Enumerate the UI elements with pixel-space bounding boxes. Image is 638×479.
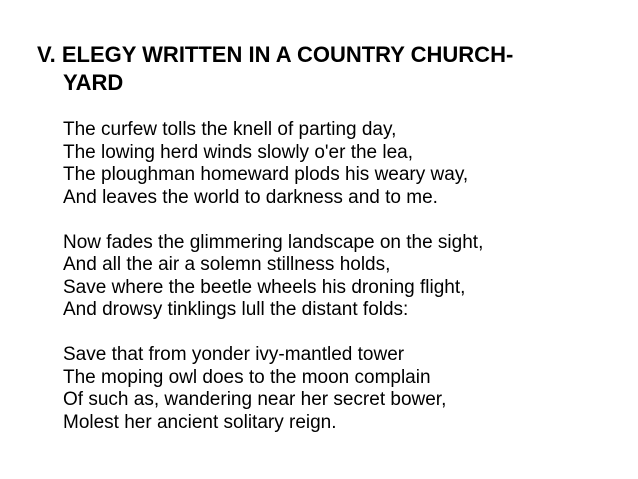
verse-line: The moping owl does to the moon complain	[63, 366, 431, 388]
verse-line: Of such as, wandering near her secret bower,	[63, 389, 447, 410]
poem-title-line-1: V. ELEGY WRITTEN IN A COUNTRY CHURCH-	[37, 42, 514, 67]
verse-line: And all the air a solemn stillness holds,	[63, 254, 391, 275]
stanza-3	[63, 344, 623, 434]
poem-title	[37, 41, 617, 97]
poem-body	[63, 119, 623, 457]
verse-line: The curfew tolls the knell of parting day,	[63, 119, 397, 140]
verse-line: Save that from yonder ivy-mantled tower	[63, 344, 405, 365]
verse-line: The ploughman homeward plods his weary way,	[63, 164, 469, 185]
verse-line: And drowsy tinklings lull the distant folds:	[63, 299, 409, 320]
poem-title-line-2: YARD	[63, 70, 124, 95]
verse-line: Molest her ancient solitary reign.	[63, 411, 337, 433]
verse-line: And leaves the world to darkness and to me.	[63, 186, 438, 208]
verse-line: The lowing herd winds slowly o'er the lea,	[63, 141, 414, 163]
verse-line: Now fades the glimmering landscape on the sight,	[63, 231, 484, 253]
stanza-2	[63, 232, 623, 322]
verse-line: Save where the beetle wheels his droning flight,	[63, 276, 466, 298]
stanza-1	[63, 119, 623, 209]
